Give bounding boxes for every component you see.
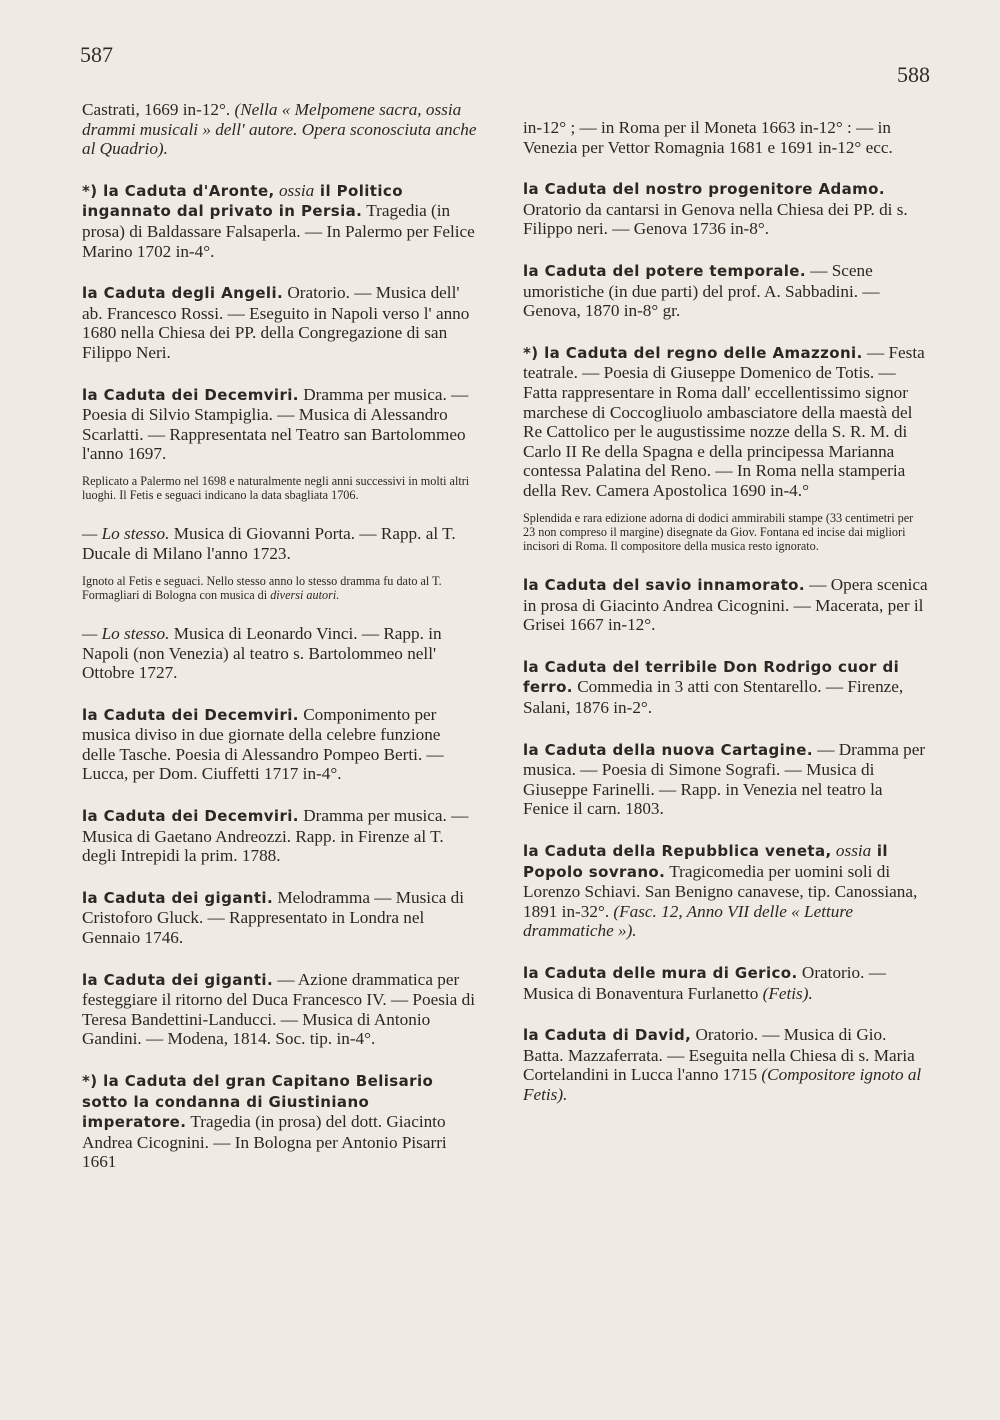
entry-caduta-decemviri-2 bbox=[82, 705, 477, 784]
entry-castrati-continuation bbox=[82, 100, 477, 159]
entry-lo-stesso-vinci bbox=[82, 624, 477, 683]
page-number-right: 588 bbox=[897, 62, 930, 87]
entry-heading: la Caduta di David, bbox=[523, 1026, 692, 1045]
entry-caduta-belisario bbox=[82, 1071, 477, 1172]
entry-italic-note: (Fetis). bbox=[762, 983, 813, 1003]
entry-text: Componimento per musica diviso in due giornate della celebre funzione delle Tasche. Poesia di Alessandro Pompeo Berti. — Lucca, per Dom. Ciuffetti 1717 in-4°. bbox=[82, 704, 444, 784]
entry-caduta-decemviri-3 bbox=[82, 806, 477, 866]
entry-caduta-david bbox=[523, 1025, 928, 1104]
entry-caduta-potere bbox=[523, 261, 928, 321]
entry-heading: la Caduta delle mura di Gerico. bbox=[523, 964, 798, 983]
entry-italic-lead: — Lo stesso. bbox=[82, 623, 170, 643]
entry-caduta-gerico bbox=[523, 963, 928, 1003]
entry-heading: la Caduta dei giganti. bbox=[82, 888, 274, 907]
entry-heading: la Caduta del savio innamorato. bbox=[523, 576, 805, 595]
entry-heading: la Caduta del terribile Don Rodrigo cuor di ferro. bbox=[523, 657, 900, 697]
entry-heading-italic: ossia bbox=[274, 180, 315, 200]
left-column bbox=[82, 100, 477, 1194]
entry-heading-cont: il Popolo sovrano. bbox=[523, 842, 888, 881]
entry-heading: la Caduta del nostro progenitore Adamo. bbox=[523, 180, 885, 199]
entry-heading: la Caduta dei Decemviri. bbox=[82, 385, 299, 404]
footnote-decemviri: Replicato a Palermo nel 1698 e naturalmente negli anni successivi in molti altri luoghi. Il Fetis e seguaci indicano la data sbagliata 1706. bbox=[82, 473, 470, 503]
entry-text: Tragedia (in prosa) di Baldassare Falsaperla. — In Palermo per Felice Marino 1702 in-4°. bbox=[82, 201, 475, 261]
entry-caduta-cartagine bbox=[523, 740, 928, 819]
entry-heading: *) la Caduta del gran Capitano Belisario sotto la condanna di Giustiniano imperatore. bbox=[82, 1072, 434, 1132]
entry-italic-note: (Fasc. 12, Anno VII delle « Letture drammatiche »). bbox=[523, 901, 854, 941]
entry-heading: *) la Caduta del regno delle Amazzoni. bbox=[523, 343, 863, 362]
right-column bbox=[523, 100, 928, 1127]
entry-text: Dramma per musica. — Musica di Gaetano Andreozzi. Rapp. in Firenze al T. degli Intrepidi la prim. 1788. bbox=[82, 806, 469, 866]
entry-text: Oratorio. — Musica di Bonaventura Furlanetto bbox=[523, 963, 886, 1003]
entry-caduta-aronte bbox=[82, 181, 477, 261]
entry-text: Musica di Giovanni Porta. — Rapp. al T. Ducale di Milano l'anno 1723. bbox=[82, 524, 456, 563]
entry-text: Dramma per musica. — Poesia di Silvio Stampiglia. — Musica di Alessandro Scarlatti. — Rappresentata nel Teatro san Bartolommeo l'anno 1697. bbox=[82, 384, 469, 464]
entry-italic-note: (Compositore ignoto al Fetis). bbox=[523, 1065, 922, 1104]
entry-heading-cont: il Politico ingannato dal privato in Persia. bbox=[82, 181, 403, 221]
entry-heading: la Caduta dei Decemviri. bbox=[82, 807, 299, 826]
entry-heading: la Caduta dei giganti. bbox=[82, 970, 274, 989]
entry-text: — Azione drammatica per festeggiare il ritorno del Duca Francesco IV. — Poesia di Teresa Bandettini-Landucci. — Musica di Antonio Gandini. — Modena, 1814. Soc. tip. in-4°. bbox=[82, 969, 475, 1049]
entry-belisario-continuation bbox=[523, 118, 928, 157]
entry-text: in-12° ; — in Roma per il Moneta 1663 in-12° : — in Venezia per Vettor Romagnia 1681 e 1691 in-12° ecc. bbox=[523, 118, 893, 157]
entry-caduta-decemviri-1 bbox=[82, 385, 477, 464]
page-number-left: 587 bbox=[80, 42, 113, 67]
entry-text: Castrati, 1669 in-12°. bbox=[82, 100, 235, 119]
entry-text: Tragicomedia per uomini soli di Lorenzo Schiavi. San Benigno canavese, tip. Canossiana, 1891 in-32°. bbox=[523, 861, 918, 921]
entry-caduta-amazzoni bbox=[523, 343, 928, 501]
entry-text: — Festa teatrale. — Poesia di Giuseppe Domenico de Totis. — Fatta rappresentare in Roma dall' eccellentissimo signor marchese di Coccogliuolo ambasciatore della maestà del Re Cattolico per le augustissime nozze della S. R. M. di Carlo II Re della Spagna e della principessa Marianna contessa Palatina del Reno. — In Roma nella stamperia della Rev. Camera Apostolica 1690 in-4.° bbox=[523, 342, 925, 500]
entry-text: Melodramma — Musica di Cristoforo Gluck. — Rappresentato in Londra nel Gennaio 1746. bbox=[82, 887, 464, 948]
entry-text: Oratorio. — Musica dell' ab. Francesco Rossi. — Eseguito in Napoli verso l' anno 1680 nella Chiesa dei PP. della Congregazione di san Filippo Neri. bbox=[82, 283, 470, 362]
note-italic: diversi autori. bbox=[270, 587, 340, 602]
entry-heading-italic: ossia bbox=[831, 841, 872, 861]
entry-text: — Scene umoristiche (in due parti) del prof. A. Sabbadini. — Genova, 1870 in-8° gr. bbox=[523, 260, 880, 321]
entry-heading: *) la Caduta d'Aronte, bbox=[82, 181, 275, 200]
entry-text: — Opera scenica in prosa di Giacinto Andrea Cicognini. — Macerata, per il Grisei 1667 in-12°. bbox=[523, 575, 928, 635]
entry-text: Commedia in 3 atti con Stentarello. — Firenze, Salani, 1876 in-2°. bbox=[523, 677, 904, 718]
entry-italic-lead: — Lo stesso. bbox=[82, 524, 170, 544]
entry-text: Oratorio da cantarsi in Genova nella Chiesa dei PP. di s. Filippo neri. — Genova 1736 in-8°. bbox=[523, 199, 908, 239]
entry-caduta-savio bbox=[523, 575, 928, 635]
entry-caduta-angeli bbox=[82, 283, 477, 362]
entry-caduta-adamo bbox=[523, 179, 928, 239]
entry-heading: la Caduta dei Decemviri. bbox=[82, 705, 299, 724]
entry-lo-stesso-porta bbox=[82, 524, 477, 563]
entry-italic-note: (Nella « Melpomene sacra, ossia drammi musicali » dell' autore. Opera sconosciuta anche al Quadrio). bbox=[82, 100, 477, 159]
entry-heading: la Caduta della nuova Cartagine. bbox=[523, 740, 813, 759]
footnote-porta bbox=[82, 574, 477, 602]
entry-text: Oratorio. — Musica di Gio. Batta. Mazzaferrata. — Eseguita nella Chiesa di s. Maria Cortelandini in Lucca l'anno 1715 bbox=[523, 1025, 915, 1085]
entry-text: — Dramma per musica. — Poesia di Simone Sografi. — Musica di Giuseppe Farinelli. — Rapp. in Venezia nel teatro la Fenice il carn. 1803. bbox=[523, 739, 926, 819]
entry-caduta-rodrigo bbox=[523, 657, 928, 718]
entry-caduta-giganti-2 bbox=[82, 970, 477, 1049]
entry-caduta-repubblica bbox=[523, 841, 928, 941]
entry-heading: la Caduta degli Angeli. bbox=[82, 284, 284, 303]
entry-heading: la Caduta del potere temporale. bbox=[523, 261, 806, 280]
entry-heading: la Caduta della Repubblica veneta, bbox=[523, 842, 832, 861]
note-text: Ignoto al Fetis e seguaci. Nello stesso anno lo stesso dramma fu dato al T. Formagliari di Bologna con musica di bbox=[82, 573, 442, 602]
entry-text: Musica di Leonardo Vinci. — Rapp. in Napoli (non Venezia) al teatro s. Bartolommeo nell' Ottobre 1727. bbox=[82, 623, 442, 683]
entry-text: Tragedia (in prosa) del dott. Giacinto Andrea Cicognini. — In Bologna per Antonio Pisarri 1661 bbox=[82, 1112, 447, 1172]
footnote-amazzoni: Splendida e rara edizione adorna di dodici ammirabili stampe (33 centimetri per 23 non compreso il margine) disegnate da Giov. Fontana ed incise dai migliori incisori di Roma. Il compositore della musica resto ignorato. bbox=[523, 510, 914, 553]
entry-caduta-giganti-1 bbox=[82, 888, 477, 948]
